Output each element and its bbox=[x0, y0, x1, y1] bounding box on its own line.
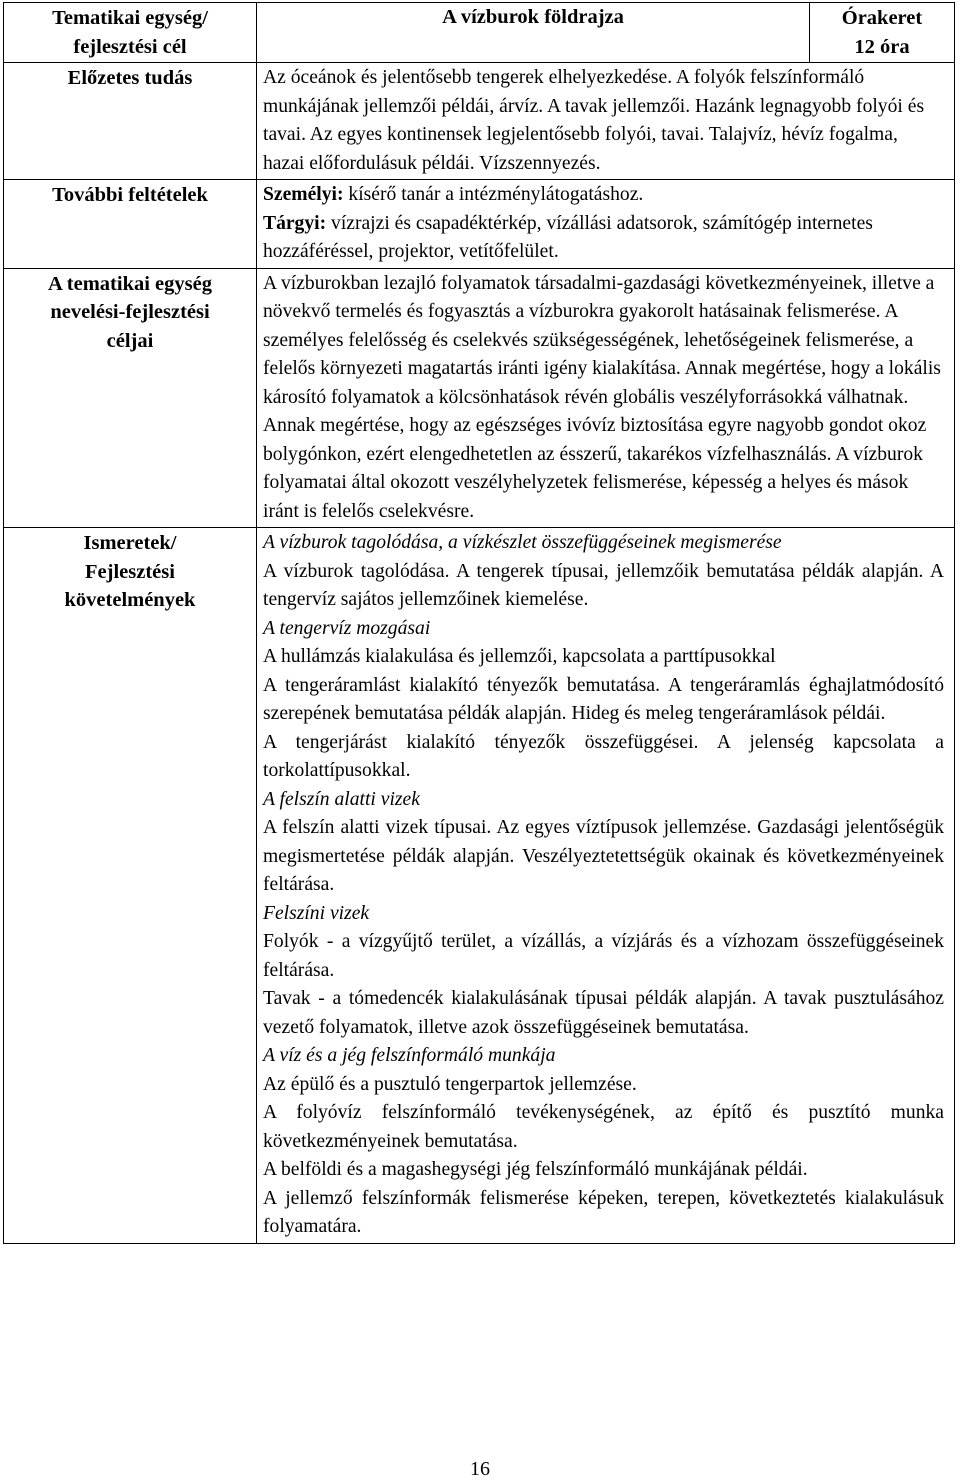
section-heading: A tengervíz mozgásai bbox=[263, 617, 431, 639]
goals-label bbox=[4, 268, 257, 528]
hours-cell bbox=[810, 3, 955, 62]
requirement-paragraph: A belföldi és a magashegységi jég felszínformáló munkájának példái. bbox=[263, 1159, 808, 1180]
requirements-label-line-1: Ismeretek/ bbox=[83, 532, 177, 554]
goals-label-line-2: nevelési-fejlesztési bbox=[50, 301, 210, 323]
prior-knowledge-row bbox=[4, 63, 955, 180]
conditions-row bbox=[4, 180, 955, 269]
hours-value: 12 óra bbox=[854, 35, 910, 58]
material-text: vízrajzi és csapadéktérkép, vízállási adatsorok, számítógép internetes hozzáféréssel, projektor, vetítőfelület. bbox=[263, 212, 873, 262]
unit-title: A vízburok földrajza bbox=[257, 3, 810, 62]
section-heading: Felszíni vizek bbox=[263, 902, 370, 924]
goals-text: A vízburokban lezajló folyamatok társadalmi-gazdasági következményeinek, illetve a növekvő termelés és fogyasztás a vízburokra gyakorolt hatásainak felismerése. A személyes felelősség és cselekvés szükségességének, lehetőségeinek felismerése, a felelős környezeti magatartás iránti igény kialakítása. Annak megértése, hogy a lokális károsító folyamatok a kölcsönhatások révén globális veszélyforrásokká válhatnak. Annak megértése, hogy az egészséges ivóvíz biztosítása egyre nagyobb gondot okoz bolygónkon, ezért elengedhetetlen az ésszerű, takarékos vízfelhasználás. A vízburok folyamatai által okozott veszélyhelyzetek felismerése, képesség a helyes és mások iránt is felelős cselekvésre. bbox=[257, 268, 955, 528]
requirement-paragraph: Tavak - a tómedencék kialakulásának típusai példák alapján. A tavak pusztulásához vezető folyamatok, illetve azok összefüggéseinek bemutatása. bbox=[263, 988, 944, 1038]
prior-knowledge-text: Az óceánok és jelentősebb tengerek elhelyezkedése. A folyók felszínformáló munkájának jellemzői példái, árvíz. A tavak jellemzői. Hazánk legnagyobb folyói és tavai. Az egyes kontinensek legjelentősebb folyói, tavai. Talajvíz, hévíz fogalma, hazai előfordulásuk példái. Vízszennyezés. bbox=[257, 63, 955, 180]
requirements-label bbox=[4, 528, 257, 1244]
requirement-paragraph: A jellemző felszínformák felismerése képeken, terepen, következtetés kialakulásuk folyamatára. bbox=[263, 1187, 944, 1237]
section-heading: A víz és a jég felszínformáló munkája bbox=[263, 1045, 556, 1066]
prior-knowledge-label: Előzetes tudás bbox=[4, 63, 257, 180]
requirement-paragraph: A felszín alatti vizek típusai. Az egyes víztípusok jellemzése. Gazdasági jelentőségük megismertetése példák alapján. Veszélyeztetettségük okainak és következményeinek feltárása. bbox=[263, 817, 944, 895]
requirements-label-line-2: Fejlesztési bbox=[85, 560, 175, 583]
header-inner-table bbox=[257, 3, 954, 62]
header-left-line-2: fejlesztési cél bbox=[73, 35, 187, 58]
goals-label-line-3: céljai bbox=[106, 329, 154, 352]
material-label: Tárgyi: bbox=[263, 212, 327, 234]
requirements-label-line-3: követelmények bbox=[64, 589, 196, 611]
header-row bbox=[4, 3, 955, 63]
section-heading: A felszín alatti vizek bbox=[263, 788, 420, 810]
curriculum-table bbox=[3, 2, 955, 1244]
requirement-paragraph: A tengerjárást kialakító tényezők összefüggései. A jelenség kapcsolata a torkolattípusokkal. bbox=[263, 731, 944, 781]
requirement-paragraph: Az épülő és a pusztuló tengerpartok jellemzése. bbox=[263, 1073, 637, 1095]
personal-text: kísérő tanár a intézménylátogatáshoz. bbox=[343, 184, 644, 205]
page-number: 16 bbox=[470, 1458, 490, 1480]
requirement-paragraph: A folyóvíz felszínformáló tevékenységének, az építő és pusztító munka következményeinek bemutatása. bbox=[263, 1102, 944, 1152]
personal-label: Személyi: bbox=[263, 184, 344, 205]
conditions-text bbox=[257, 180, 955, 269]
header-left-cell bbox=[4, 3, 257, 63]
curriculum-page bbox=[3, 2, 955, 1244]
requirements-row bbox=[4, 528, 955, 1244]
personal-conditions bbox=[263, 181, 944, 210]
requirement-paragraph: A vízburok tagolódása. A tengerek típusai, jellemzőik bemutatása példák alapján. A tengervíz sajátos jellemzőinek kiemelése. bbox=[263, 560, 944, 610]
requirement-paragraph: A hullámzás kialakulása és jellemzői, kapcsolata a parttípusokkal bbox=[263, 646, 776, 667]
header-right-cell bbox=[257, 3, 955, 63]
goals-label-line-1: A tematikai egység bbox=[48, 272, 212, 295]
header-left-line-1: Tematikai egység/ bbox=[52, 7, 208, 29]
requirements-content bbox=[257, 528, 955, 1244]
material-conditions bbox=[263, 210, 944, 267]
hours-label: Órakeret bbox=[841, 7, 923, 29]
requirement-paragraph: Folyók - a vízgyűjtő terület, a vízállás, a vízjárás és a vízhozam összefüggéseinek feltárása. bbox=[263, 931, 944, 981]
section-heading: A vízburok tagolódása, a vízkészlet összefüggéseinek megismerése bbox=[263, 532, 782, 553]
requirement-paragraph: A tengeráramlást kialakító tényezők bemutatása. A tengeráramlás éghajlatmódosító szerepének bemutatása példák alapján. Hideg és meleg tengeráramlások példái. bbox=[263, 674, 944, 724]
conditions-label: További feltételek bbox=[4, 180, 257, 269]
goals-row bbox=[4, 268, 955, 528]
